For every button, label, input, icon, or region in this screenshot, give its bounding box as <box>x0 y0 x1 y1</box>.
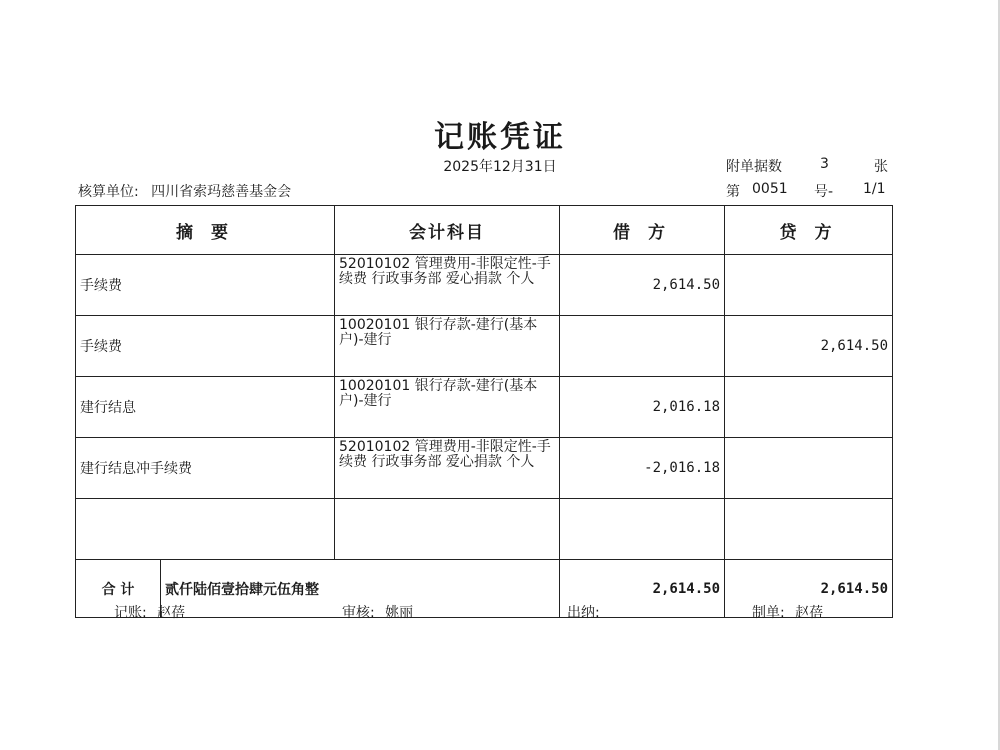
reviewer-label: 审核: <box>342 605 375 621</box>
header-credit: 贷 方 <box>725 206 893 255</box>
row-summary: 建行结息冲手续费 <box>76 438 335 499</box>
table-row <box>76 438 893 499</box>
header-account: 会计科目 <box>335 206 560 255</box>
row-debit <box>560 499 725 560</box>
voucher-number-suffix: 号- <box>814 184 834 200</box>
accounting-unit <box>78 181 291 201</box>
table-header-row <box>76 206 893 255</box>
row-credit <box>725 377 893 438</box>
preparer-label: 制单: <box>752 605 785 621</box>
row-credit <box>725 438 893 499</box>
attachments-label: 附单据数 <box>726 159 782 175</box>
row-debit: 2,016.18 <box>560 377 725 438</box>
table-row <box>76 255 893 316</box>
accounting-unit-label: 核算单位: <box>78 184 139 200</box>
total-label: 合 计 <box>76 560 161 617</box>
row-account: 52010102 管理费用-非限定性-手续费 行政事务部 爱心捐款 个人 <box>335 438 560 499</box>
voucher-number-prefix: 第 <box>726 184 740 200</box>
row-account: 10020101 银行存款-建行(基本户)-建行 <box>335 377 560 438</box>
footer-reviewer <box>342 602 413 622</box>
attachments-number: 3 <box>820 156 829 172</box>
voucher-table <box>75 205 893 618</box>
attachments-count <box>726 156 888 176</box>
row-summary: 手续费 <box>76 255 335 316</box>
total-amount-in-words: 贰仟陆佰壹拾肆元伍角整 <box>165 581 319 598</box>
footer-cashier <box>567 602 606 622</box>
row-account: 52010102 管理费用-非限定性-手续费 行政事务部 爱心捐款 个人 <box>335 255 560 316</box>
row-summary: 建行结息 <box>76 377 335 438</box>
table-row-empty <box>76 499 893 560</box>
row-debit <box>560 316 725 377</box>
voucher-title: 记账凭证 <box>434 120 566 155</box>
header-debit: 借 方 <box>560 206 725 255</box>
row-credit: 2,614.50 <box>725 316 893 377</box>
table-row <box>76 316 893 377</box>
row-credit <box>725 499 893 560</box>
voucher-number-value: 0051 <box>752 181 788 197</box>
footer-preparer <box>752 602 823 622</box>
row-summary <box>76 499 335 560</box>
reviewer-name: 姚丽 <box>385 605 414 621</box>
bookkeeper-name: 赵蓓 <box>157 605 186 621</box>
footer-bookkeeper <box>114 602 185 622</box>
voucher-page: 1/1 <box>863 181 886 197</box>
row-summary: 手续费 <box>76 316 335 377</box>
total-debit: 2,614.50 <box>560 560 725 618</box>
bookkeeper-label: 记账: <box>114 605 147 621</box>
accounting-unit-name: 四川省索玛慈善基金会 <box>151 184 292 200</box>
table-row <box>76 377 893 438</box>
total-credit: 2,614.50 <box>725 560 893 618</box>
header-summary: 摘 要 <box>76 206 335 255</box>
voucher-date: 2025年12月31日 <box>443 159 557 175</box>
cashier-label: 出纳: <box>567 605 600 621</box>
preparer-name: 赵蓓 <box>795 605 824 621</box>
row-credit <box>725 255 893 316</box>
row-debit: -2,016.18 <box>560 438 725 499</box>
row-account: 10020101 银行存款-建行(基本户)-建行 <box>335 316 560 377</box>
row-debit: 2,614.50 <box>560 255 725 316</box>
attachments-unit: 张 <box>874 159 888 175</box>
row-account <box>335 499 560 560</box>
